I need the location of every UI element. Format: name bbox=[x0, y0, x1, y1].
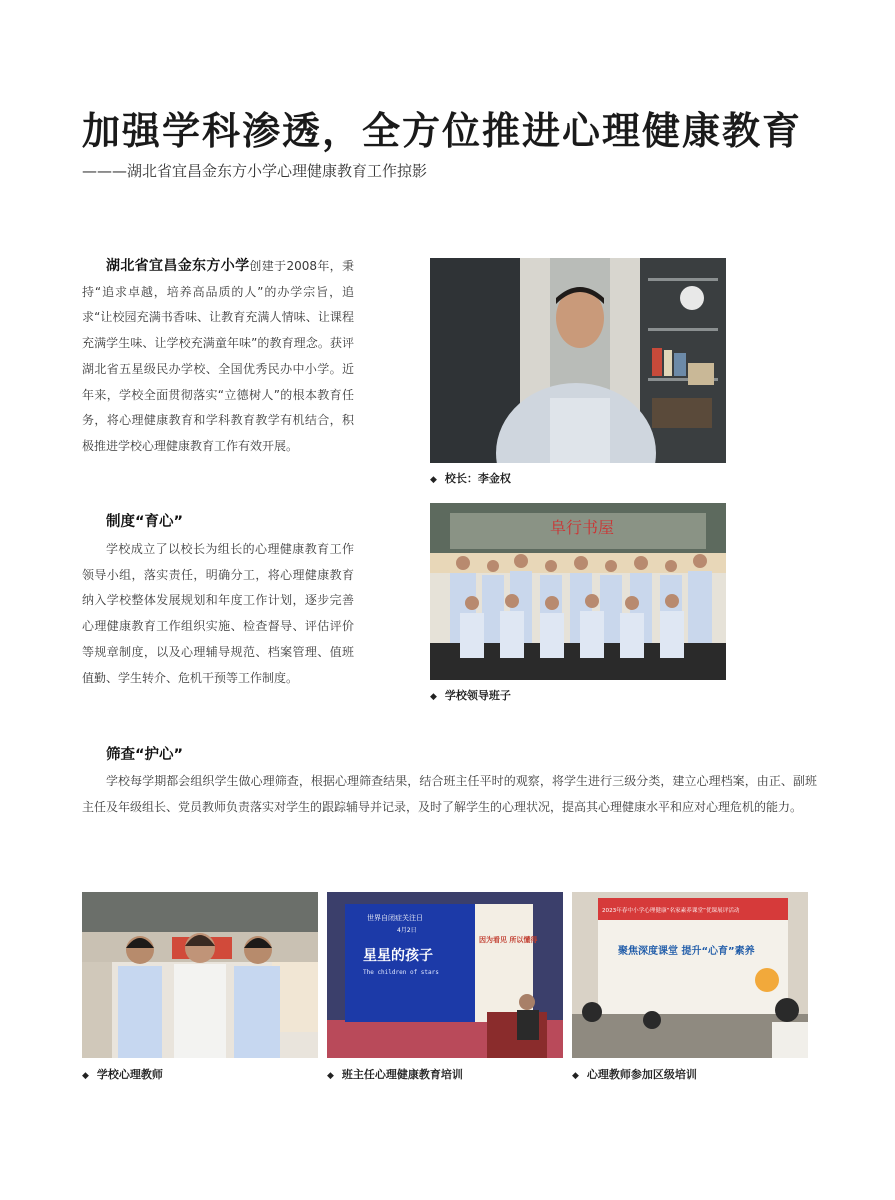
bottom-caption-2: ◆ 班主任心理健康教育培训 bbox=[327, 1068, 463, 1081]
section-screening-text: 学校每学期都会组织学生做心理筛查，根据心理筛查结果，结合班主任平时的观察，将学生进行三级分类，建立心理档案，由正、副班主任及年级组长、党员教师负责落实对学生的跟踪辅导并记录，及时了解学生的心理状况，提高其心理健康水平和应对心理危机的能力。 bbox=[82, 774, 817, 814]
school-name: 湖北省宜昌金东方小学 bbox=[106, 258, 250, 274]
screen-en-text: The children of stars bbox=[363, 969, 439, 976]
page-title: 加强学科渗透，全方位推进心理健康教育 bbox=[82, 109, 803, 153]
principal-photo-art bbox=[430, 258, 726, 463]
screen-title-text-2: 聚焦深度课堂 提升“心育”素养 bbox=[618, 946, 755, 957]
leadership-caption: ◆ 学校领导班子 bbox=[430, 689, 511, 702]
screen-side-text: 因为看见 所以懂得 bbox=[479, 936, 538, 944]
psych-teachers-photo-art bbox=[82, 892, 318, 1058]
psych-teachers-photo bbox=[82, 892, 318, 1058]
section-heading-screening: 筛查“护心” bbox=[106, 747, 184, 763]
head-teacher-training-photo-art bbox=[327, 892, 563, 1058]
section-system-text: 学校成立了以校长为组长的心理健康教育工作领导小组，落实责任，明确分工，将心理健康教育纳入学校整体发展规划和年度工作计划，逐步完善心理健康教育工作组织实施、检查督导、评估评价等规章制度，以及心理辅导规范、档案管理、值班值勤、学生转介、危机干预等工作制度。 bbox=[82, 542, 354, 685]
screen-date-text: 4月2日 bbox=[397, 927, 417, 934]
district-training-photo-art bbox=[572, 892, 808, 1058]
diamond-bullet-icon: ◆ bbox=[327, 1071, 334, 1081]
principal-photo bbox=[430, 258, 726, 463]
screen-title-text: 星星的孩子 bbox=[363, 948, 433, 964]
diamond-bullet-icon: ◆ bbox=[572, 1071, 579, 1081]
bottom-caption-1: ◆ 学校心理教师 bbox=[82, 1068, 163, 1081]
page-subtitle: ———湖北省宜昌金东方小学心理健康教育工作掠影 bbox=[82, 162, 428, 180]
district-training-photo bbox=[572, 892, 808, 1058]
leadership-photo bbox=[430, 503, 726, 680]
bottom-caption-3: ◆ 心理教师参加区级培训 bbox=[572, 1068, 697, 1081]
leadership-photo-art bbox=[430, 503, 726, 680]
section-heading-system: 制度“育心” bbox=[106, 514, 184, 530]
diamond-bullet-icon: ◆ bbox=[430, 475, 437, 485]
head-teacher-training-photo bbox=[327, 892, 563, 1058]
screen-banner-text: 2023年春中小学心理健康“名家素养课堂”优课展评活动 bbox=[602, 908, 740, 914]
principal-caption: ◆ 校长：李金权 bbox=[430, 472, 511, 485]
diamond-bullet-icon: ◆ bbox=[430, 692, 437, 702]
intro-paragraph bbox=[82, 254, 354, 460]
intro-text: 创建于2008年，秉持“追求卓越，培养高品质的人”的办学宗旨，追求“让校园充满书香味、让教育充满人情味、让课程充满学生味、让学校充满童年味”的教育理念。获评湖北省五星级民办学校、全国优秀民办中小学。近年来，学校全面贯彻落实“立德树人”的根本教育任务，将心理健康教育和学科教育教学有机结合，积极推进学校心理健康教育工作有效开展。 bbox=[82, 259, 355, 453]
leadership-banner: 阜行书屋 bbox=[550, 518, 615, 537]
diamond-bullet-icon: ◆ bbox=[82, 1071, 89, 1081]
screen-top-text: 世界自闭症关注日 bbox=[367, 914, 423, 922]
